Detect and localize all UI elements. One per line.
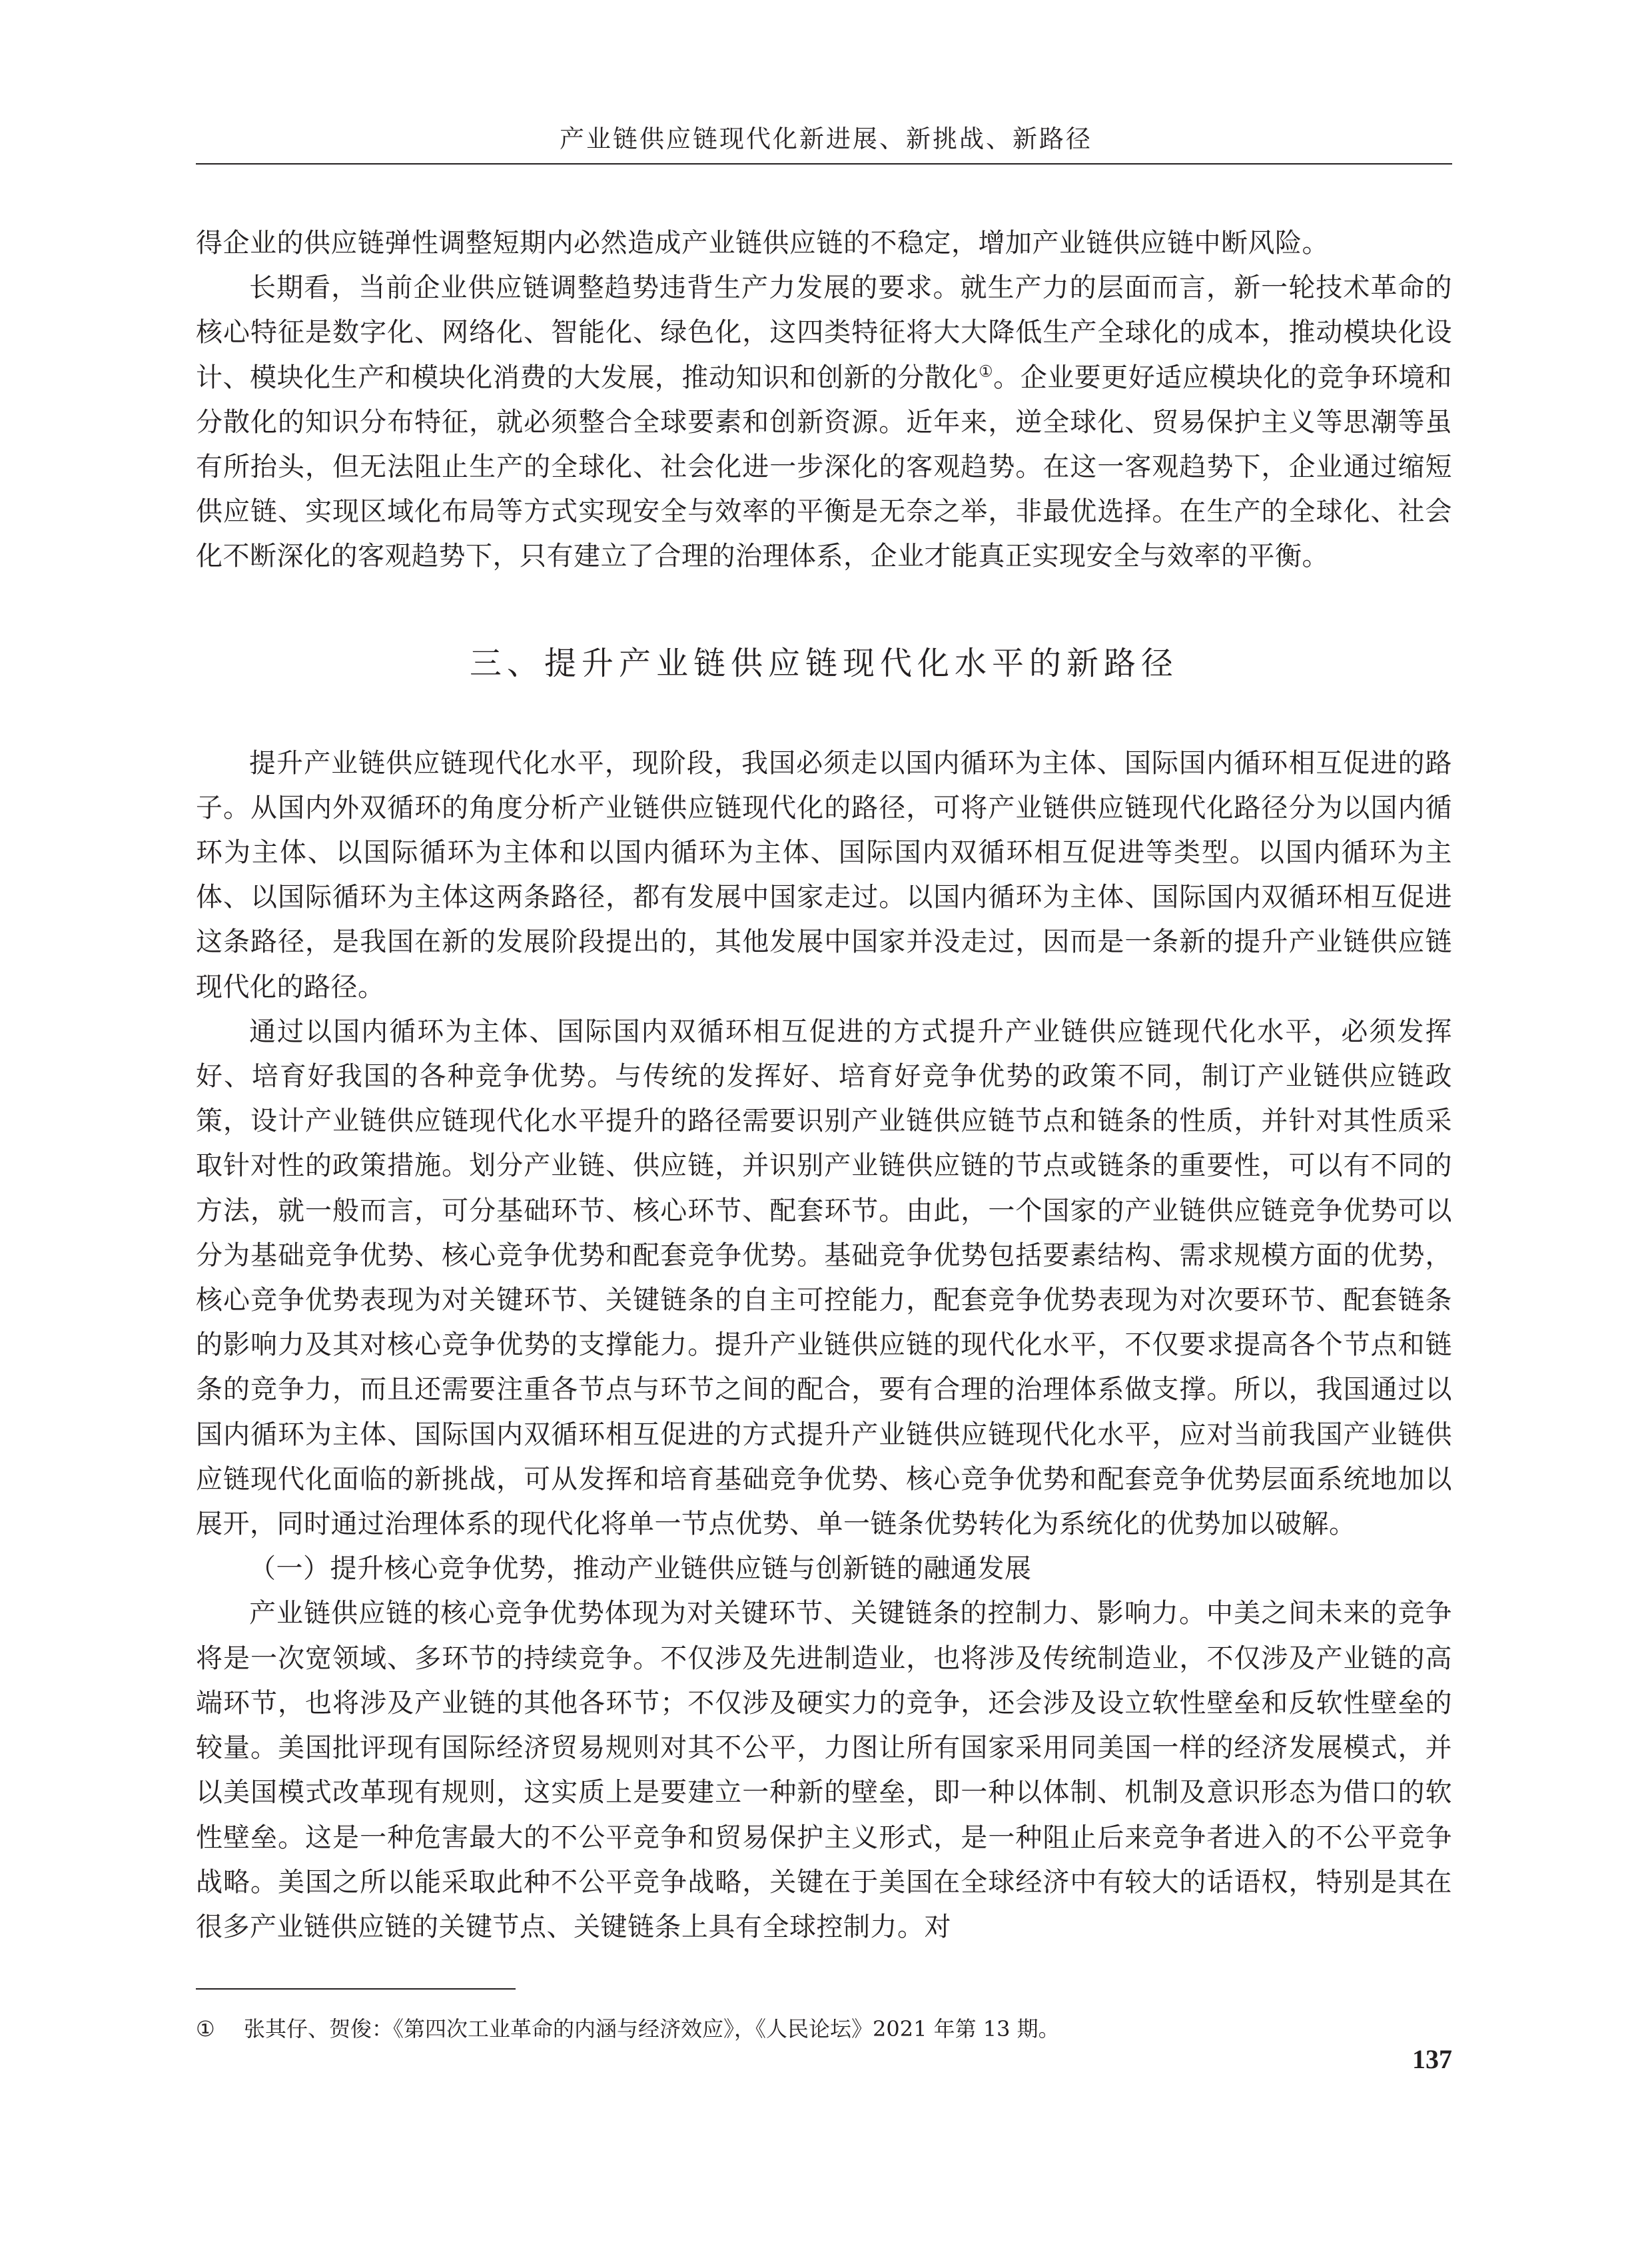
footnote [196, 2014, 1452, 2044]
header-rule [196, 163, 1452, 165]
section-title: 三、提升产业链供应链现代化水平的新路径 [469, 644, 1178, 682]
paragraph-text-before-ref: 长期看，当前企业供应链调整趋势违背生产力发展的要求。就生产力的层面而言，新一轮技术革命的核心特征是数字化、网络化、智能化、绿色化，这四类特征将大大降低生产全球化的成本，推动模块化设计、模块化生产和模块化消费的大发展，推动知识和创新的分散化 [196, 272, 1452, 393]
paragraph-long-term [196, 266, 1452, 579]
running-head: 产业链供应链现代化新进展、新挑战、新路径 [560, 125, 1092, 153]
paragraph-core-advantage: 产业链供应链的核心竞争优势体现为对关键环节、关键链条的控制力、影响力。中美之间未来的竞争将是一次宽领域、多环节的持续竞争。不仅涉及先进制造业，也将涉及传统制造业，不仅涉及产业链的高端环节，也将涉及产业链的其他各环节；不仅涉及硬实力的竞争，还会涉及设立软性壁垒和反软性壁垒的较量。美国批评现有国际经济贸易规则对其不公平，力图让所有国家采用同美国一样的经济发展模式，并以美国模式改革现有规则，这实质上是要建立一种新的壁垒，即一种以体制、机制及意识形态为借口的软性壁垒。这是一种危害最大的不公平竞争和贸易保护主义形式，是一种阻止后来竞争者进入的不公平竞争战略。美国之所以能采取此种不公平竞争战略，关键在于美国在全球经济中有较大的话语权，特别是其在很多产业链供应链的关键节点、关键链条上具有全球控制力。对 [196, 1598, 1452, 1942]
paragraph-path-intro: 提升产业链供应链现代化水平，现阶段，我国必须走以国内循环为主体、国际国内循环相互促进的路子。从国内外双循环的角度分析产业链供应链现代化的路径，可将产业链供应链现代化路径分为以国内循环为主体、以国际循环为主体和以国内循环为主体、国际国内双循环相互促进等类型。以国内循环为主体、以国际循环为主体这两条路径，都有发展中国家走过。以国内循环为主体、国际国内双循环相互促进这条路径，是我国在新的发展阶段提出的，其他发展中国家并没走过，因而是一条新的提升产业链供应链现代化的路径。 [196, 747, 1452, 1002]
footnote-mark: ① [196, 2016, 215, 2042]
paragraph-continued: 得企业的供应链弹性调整短期内必然造成产业链供应链的不稳定，增加产业链供应链中断风险。 [196, 228, 1329, 258]
footnote-reference[interactable]: ① [979, 362, 994, 381]
body-text-top [196, 221, 1452, 1950]
subsection-heading: （一）提升核心竞争优势，推动产业链供应链与创新链的融通发展 [249, 1553, 1032, 1585]
footnote-text: 张其仔、贺俊：《第四次工业革命的内涵与经济效应》，《人民论坛》2021 年第 13 期。 [244, 2016, 1060, 2042]
paragraph-competitive-advantage: 通过以国内循环为主体、国际国内双循环相互促进的方式提升产业链供应链现代化水平，必须发挥好、培育好我国的各种竞争优势。与传统的发挥好、培育好竞争优势的政策不同，制订产业链供应链政策，设计产业链供应链现代化水平提升的路径需要识别产业链供应链节点和链条的性质，并针对其性质采取针对性的政策措施。划分产业链、供应链，并识别产业链供应链的节点或链条的重要性，可以有不同的方法，就一般而言，可分基础环节、核心环节、配套环节。由此，一个国家的产业链供应链竞争优势可以分为基础竞争优势、核心竞争优势和配套竞争优势。基础竞争优势包括要素结构、需求规模方面的优势，核心竞争优势表现为对关键环节、关键链条的自主可控能力，配套竞争优势表现为对次要环节、配套链条的影响力及其对核心竞争优势的支撑能力。提升产业链供应链的现代化水平，不仅要求提高各个节点和链条的竞争力，而且还需要注重各节点与环节之间的配合，要有合理的治理体系做支撑。所以，我国通过以国内循环为主体、国际国内双循环相互促进的方式提升产业链供应链现代化水平，应对当前我国产业链供应链现代化面临的新挑战，可从发挥和培育基础竞争优势、核心竞争优势和配套竞争优势层面系统地加以展开，同时通过治理体系的现代化将单一节点优势、单一链条优势转化为系统化的优势加以破解。 [196, 1016, 1452, 1540]
page-number: 137 [1412, 2044, 1452, 2074]
footnote-rule [196, 1988, 516, 1990]
paragraph-text-after-ref: 。企业要更好适应模块化的竞争环境和分散化的知识分布特征，就必须整合全球要素和创新资源。近年来，逆全球化、贸易保护主义等思潮等虽有所抬头，但无法阻止生产的全球化、社会化进一步深化的客观趋势。在这一客观趋势下，企业通过缩短供应链、实现区域化布局等方式实现安全与效率的平衡是无奈之举，非最优选择。在生产的全球化、社会化不断深化的客观趋势下，只有建立了合理的治理体系，企业才能真正实现安全与效率的平衡。 [196, 362, 1453, 572]
